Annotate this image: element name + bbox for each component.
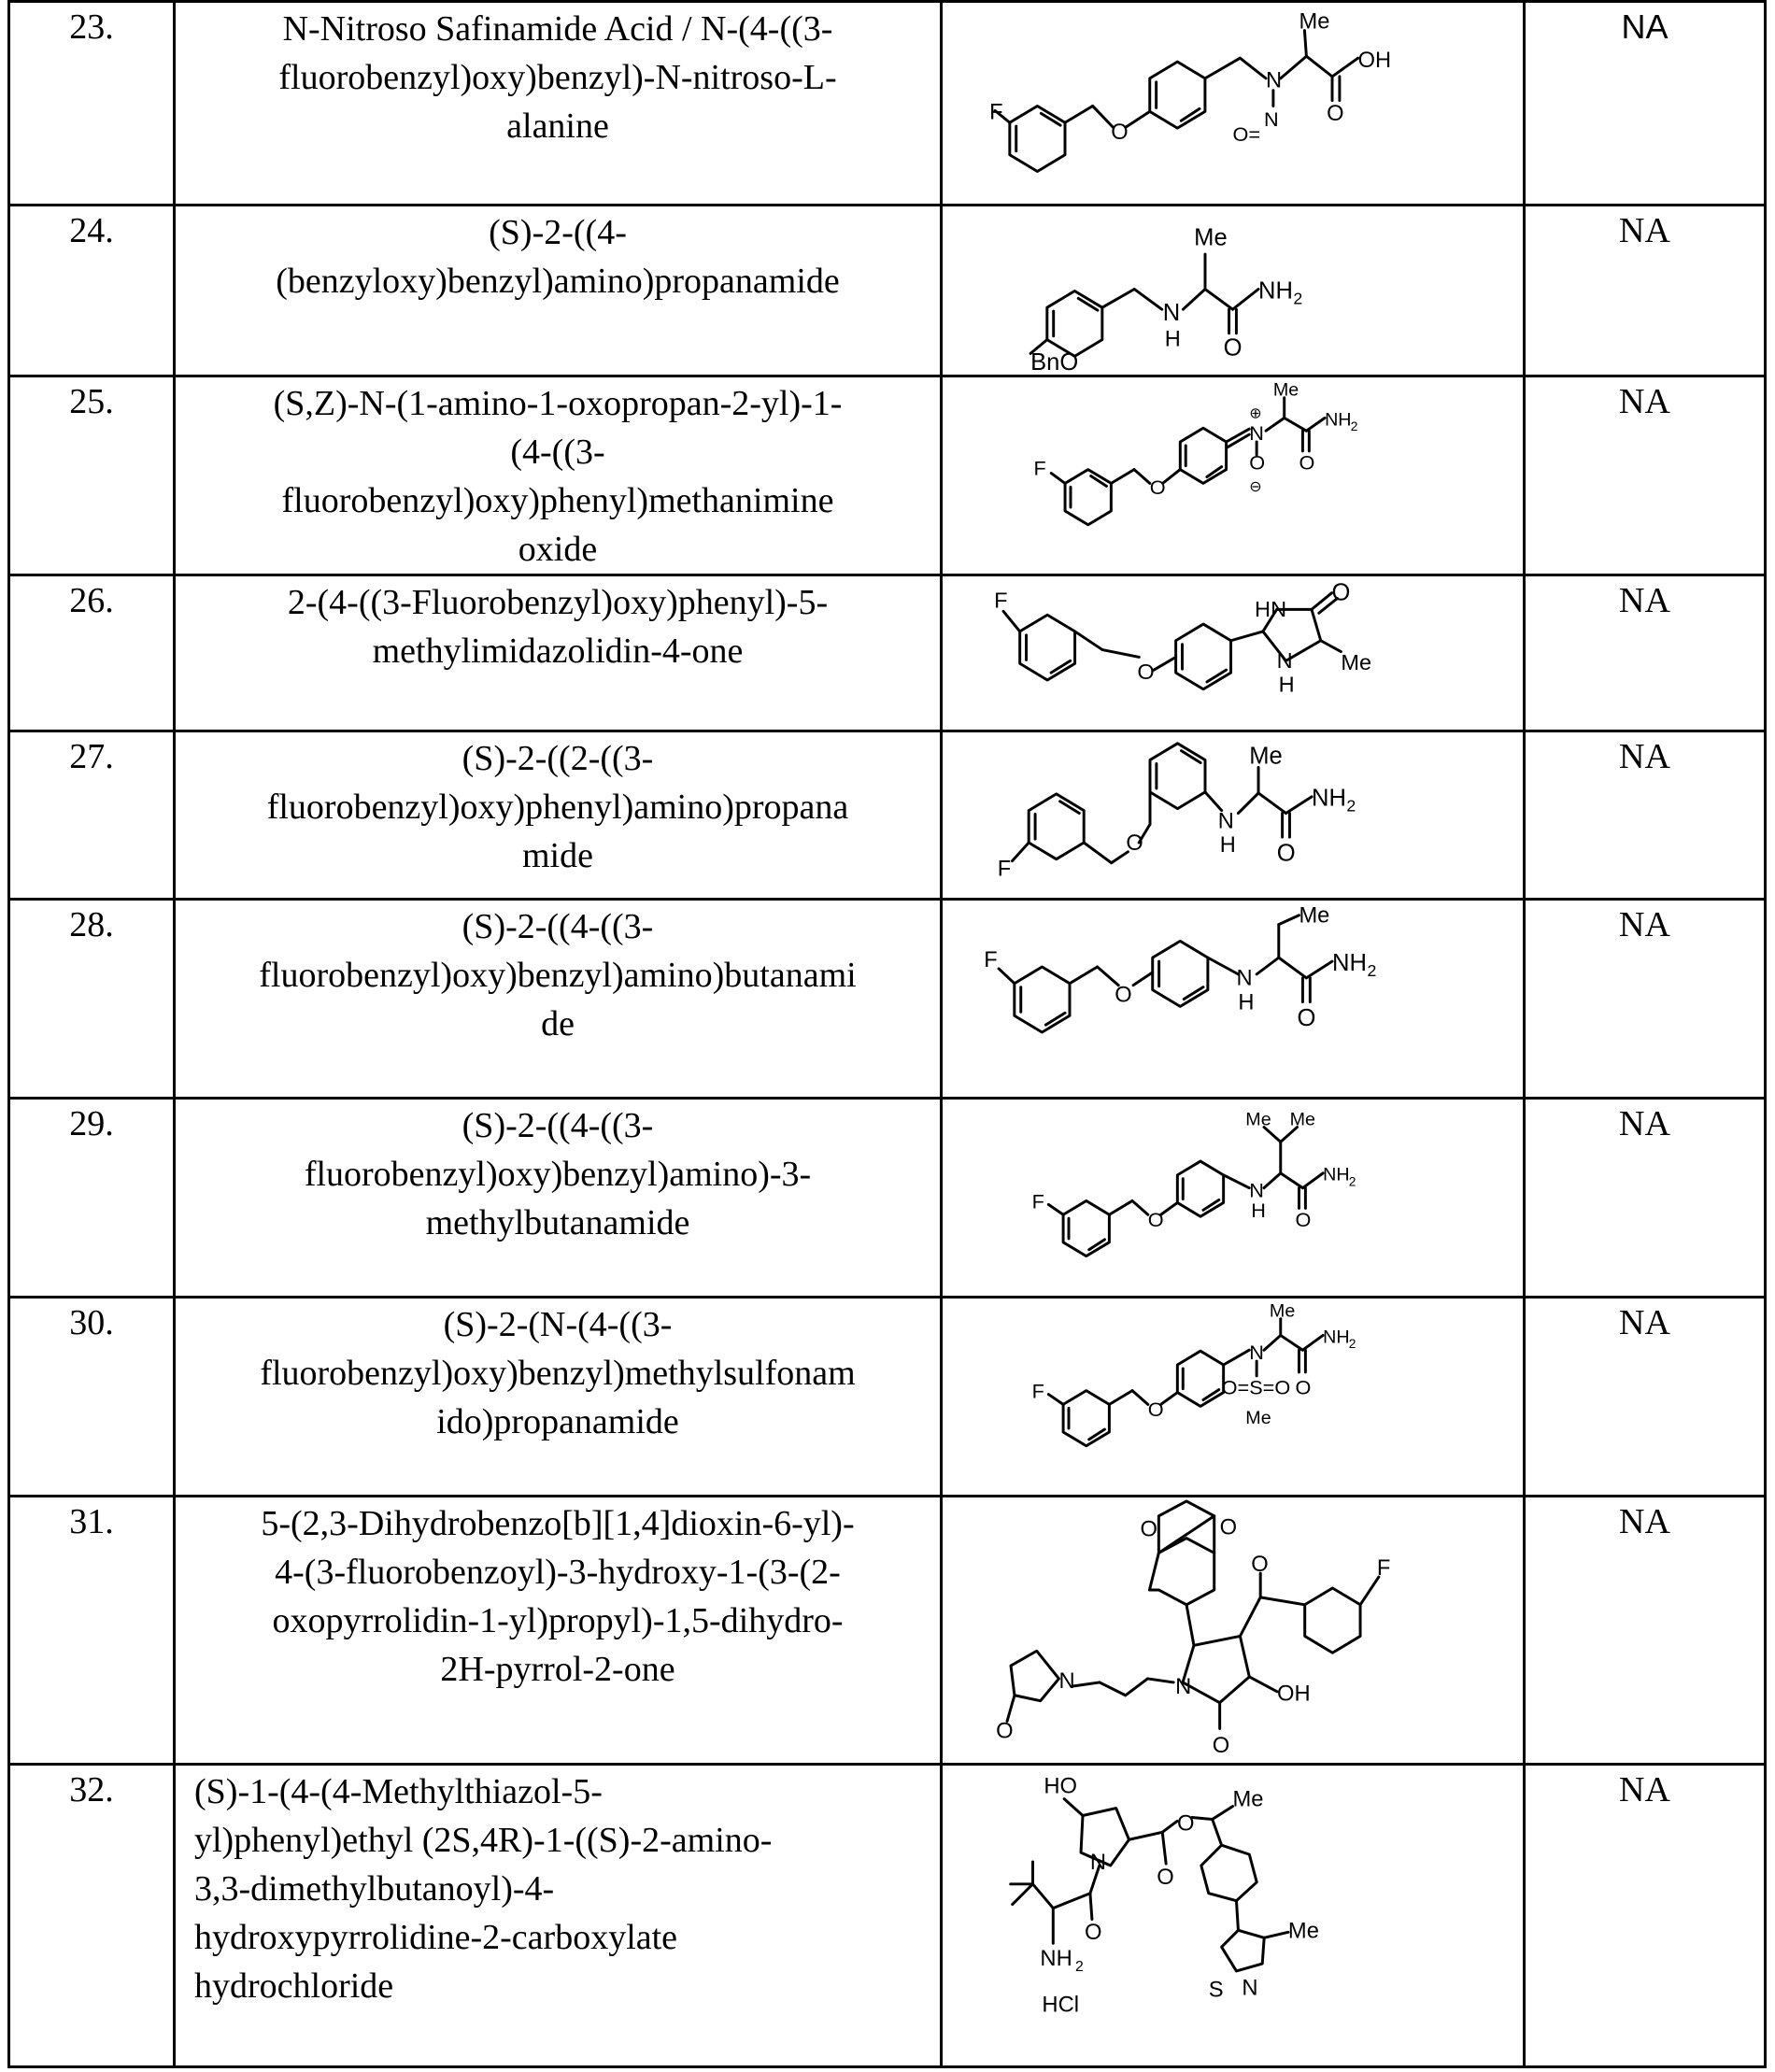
svg-text:O=S=O: O=S=O <box>1221 1375 1291 1399</box>
row-number: 31. <box>9 1497 175 1765</box>
svg-text:F: F <box>1033 456 1046 480</box>
svg-text:O: O <box>1084 1920 1102 1946</box>
svg-text:O: O <box>1295 1208 1312 1232</box>
compound-name: 2-(4-((3-Fluorobenzyl)oxy)phenyl)-5- methylimidazolidin-4-one <box>175 575 942 731</box>
compound-name: N-Nitroso Safinamide Acid / N-(4-((3- fluorobenzyl)oxy)benzyl)-N-nitroso-L- alanine <box>175 2 942 206</box>
compound-table <box>7 0 1767 2068</box>
structure-drawing <box>942 900 1525 1099</box>
svg-text:O: O <box>1249 450 1266 475</box>
svg-text:O: O <box>1223 334 1242 362</box>
table-row <box>9 1298 1766 1497</box>
svg-text:2: 2 <box>1348 1174 1356 1189</box>
svg-text:Me: Me <box>1341 650 1372 675</box>
table-row <box>9 2 1766 206</box>
svg-text:O: O <box>1251 1553 1269 1578</box>
structure-drawing <box>942 1765 1525 2067</box>
compound-name: (S)-2-((4- (benzyloxy)benzyl)amino)propanamide <box>175 206 942 376</box>
svg-text:N: N <box>1162 299 1181 326</box>
svg-text:2: 2 <box>1293 289 1303 308</box>
svg-text:NH: NH <box>1258 277 1293 305</box>
svg-text:Me: Me <box>1249 743 1283 770</box>
compound-name: (S)-1-(4-(4-Methylthiazol-5- yl)phenyl)ethyl (2S,4R)-1-((S)-2-amino- 3,3-dimethylbutanoyl)-4- hydroxypyrrolidine-2-carboxylate hydrochloride <box>175 1765 942 2067</box>
svg-text:O: O <box>1299 450 1315 475</box>
table-row <box>9 1099 1766 1298</box>
svg-text:O: O <box>1140 1517 1158 1542</box>
compound-name: 5-(2,3-Dihydrobenzo[b][1,4]dioxin-6-yl)- 4-(3-fluorobenzoyl)-3-hydroxy-1-(3-(2- oxopyrrolidin-1-yl)propyl)-1,5-dihydro- 2H-pyrrol-2-one <box>175 1497 942 1765</box>
activity-value: NA <box>1525 1765 1766 2067</box>
svg-text:F: F <box>1376 1556 1391 1582</box>
svg-text:O: O <box>1331 579 1351 606</box>
activity-value: NA <box>1525 1099 1766 1298</box>
svg-text:N: N <box>1217 809 1234 834</box>
table-row <box>9 1497 1766 1765</box>
activity-value: NA <box>1525 2 1766 206</box>
structure-drawing <box>942 2 1525 206</box>
svg-text:OH: OH <box>1276 1682 1311 1707</box>
svg-text:O: O <box>1219 1515 1238 1540</box>
svg-text:Me: Me <box>1299 9 1330 35</box>
svg-text:NH: NH <box>1040 1946 1072 1971</box>
svg-text:H: H <box>1278 672 1295 697</box>
svg-text:OH: OH <box>1357 49 1392 74</box>
svg-text:Me: Me <box>1245 1408 1271 1429</box>
svg-text:N: N <box>1266 68 1283 93</box>
row-number: 30. <box>9 1298 175 1497</box>
row-number: 32. <box>9 1765 175 2067</box>
structure-drawing <box>942 731 1525 900</box>
row-number: 29. <box>9 1099 175 1298</box>
activity-value: NA <box>1525 731 1766 900</box>
svg-text:O: O <box>1137 659 1155 684</box>
svg-text:O: O <box>1111 120 1129 145</box>
svg-text:N: N <box>1089 1849 1107 1875</box>
table-row <box>9 1765 1766 2067</box>
svg-text:O: O <box>1212 1734 1230 1759</box>
svg-text:NH: NH <box>1323 1164 1350 1185</box>
svg-text:O: O <box>996 1719 1014 1744</box>
svg-text:O: O <box>1297 1005 1316 1032</box>
row-number: 25. <box>9 376 175 575</box>
svg-text:⊕: ⊕ <box>1249 405 1262 422</box>
svg-text:S: S <box>1208 1977 1224 2003</box>
compound-name: (S)-2-((4-((3- fluorobenzyl)oxy)benzyl)amino)-3- methylbutanamide <box>175 1099 942 1298</box>
structure-drawing <box>942 1497 1525 1765</box>
svg-text:Me: Me <box>1289 1109 1316 1130</box>
svg-text:N: N <box>1058 1668 1075 1694</box>
table-row <box>9 731 1766 900</box>
svg-text:⊖: ⊖ <box>1249 479 1262 496</box>
row-number: 26. <box>9 575 175 731</box>
table-row <box>9 206 1766 376</box>
svg-text:Me: Me <box>1269 1300 1296 1322</box>
svg-text:H: H <box>1251 1199 1266 1223</box>
svg-text:NH: NH <box>1312 785 1346 812</box>
svg-text:N: N <box>1249 421 1264 446</box>
svg-text:NH: NH <box>1331 949 1367 976</box>
svg-text:NH: NH <box>1323 1327 1350 1348</box>
svg-text:2: 2 <box>1348 1337 1356 1352</box>
compound-name: (S,Z)-N-(1-amino-1-oxopropan-2-yl)-1- (4-((3- fluorobenzyl)oxy)phenyl)methanimine oxide <box>175 376 942 575</box>
structure-drawing <box>942 1099 1525 1298</box>
svg-text:N: N <box>1242 1975 1258 2001</box>
svg-text:H: H <box>1164 327 1181 352</box>
row-number: 23. <box>9 2 175 206</box>
svg-text:Me: Me <box>1299 903 1330 929</box>
svg-text:BnO: BnO <box>1030 349 1079 375</box>
structure-drawing <box>942 575 1525 731</box>
svg-text:O: O <box>1149 475 1166 500</box>
compound-name: (S)-2-((4-((3- fluorobenzyl)oxy)benzyl)amino)butanami de <box>175 900 942 1099</box>
svg-text:F: F <box>997 857 1012 882</box>
svg-text:2: 2 <box>1350 419 1358 434</box>
row-number: 28. <box>9 900 175 1099</box>
structure-drawing <box>942 376 1525 575</box>
svg-text:Me: Me <box>1194 224 1228 251</box>
table-row <box>9 900 1766 1099</box>
svg-text:F: F <box>1031 1379 1044 1403</box>
row-number: 24. <box>9 206 175 376</box>
svg-text:O: O <box>1276 840 1296 867</box>
svg-text:HCl: HCl <box>1042 1992 1080 2018</box>
svg-text:O: O <box>1295 1375 1312 1399</box>
svg-text:F: F <box>994 588 1008 613</box>
svg-text:O: O <box>1327 102 1344 127</box>
activity-value: NA <box>1525 376 1766 575</box>
svg-text:O: O <box>1126 830 1143 856</box>
svg-text:2: 2 <box>1075 1958 1084 1975</box>
activity-value: NA <box>1525 900 1766 1099</box>
svg-text:O: O <box>1147 1208 1164 1232</box>
svg-text:N: N <box>1249 1341 1264 1365</box>
svg-text:N: N <box>1264 107 1279 132</box>
svg-text:O: O <box>1147 1398 1164 1422</box>
activity-value: NA <box>1525 206 1766 376</box>
activity-value: NA <box>1525 575 1766 731</box>
table-row <box>9 376 1766 575</box>
svg-text:N: N <box>1249 1178 1264 1202</box>
svg-text:NH: NH <box>1325 409 1352 431</box>
row-number: 27. <box>9 731 175 900</box>
svg-text:Me: Me <box>1232 1786 1264 1812</box>
svg-text:N: N <box>1175 1674 1192 1699</box>
svg-text:Me: Me <box>1272 379 1299 401</box>
svg-text:F: F <box>989 100 1003 125</box>
svg-text:HO: HO <box>1044 1773 1078 1799</box>
svg-text:N: N <box>1236 966 1253 991</box>
svg-text:F: F <box>984 947 998 972</box>
svg-text:Me: Me <box>1287 1918 1319 1944</box>
svg-text:H: H <box>1219 832 1236 858</box>
svg-text:O: O <box>1157 1864 1174 1890</box>
svg-text:Me: Me <box>1245 1109 1271 1130</box>
table-row <box>9 575 1766 731</box>
compound-name: (S)-2-(N-(4-((3- fluorobenzyl)oxy)benzyl)methylsulfonam ido)propanamide <box>175 1298 942 1497</box>
svg-text:2: 2 <box>1367 960 1377 980</box>
compound-name: (S)-2-((2-((3- fluorobenzyl)oxy)phenyl)amino)propana mide <box>175 731 942 900</box>
activity-value: NA <box>1525 1298 1766 1497</box>
svg-text:O: O <box>1115 983 1132 1008</box>
svg-text:O: O <box>1177 1810 1195 1837</box>
activity-value: NA <box>1525 1497 1766 1765</box>
svg-text:H: H <box>1238 990 1255 1015</box>
structure-drawing <box>942 206 1525 376</box>
svg-text:F: F <box>1031 1189 1044 1213</box>
structure-drawing <box>942 1298 1525 1497</box>
svg-text:O=: O= <box>1232 121 1261 146</box>
svg-text:N: N <box>1276 648 1293 674</box>
svg-text:2: 2 <box>1346 796 1356 816</box>
svg-text:HN: HN <box>1255 597 1287 622</box>
